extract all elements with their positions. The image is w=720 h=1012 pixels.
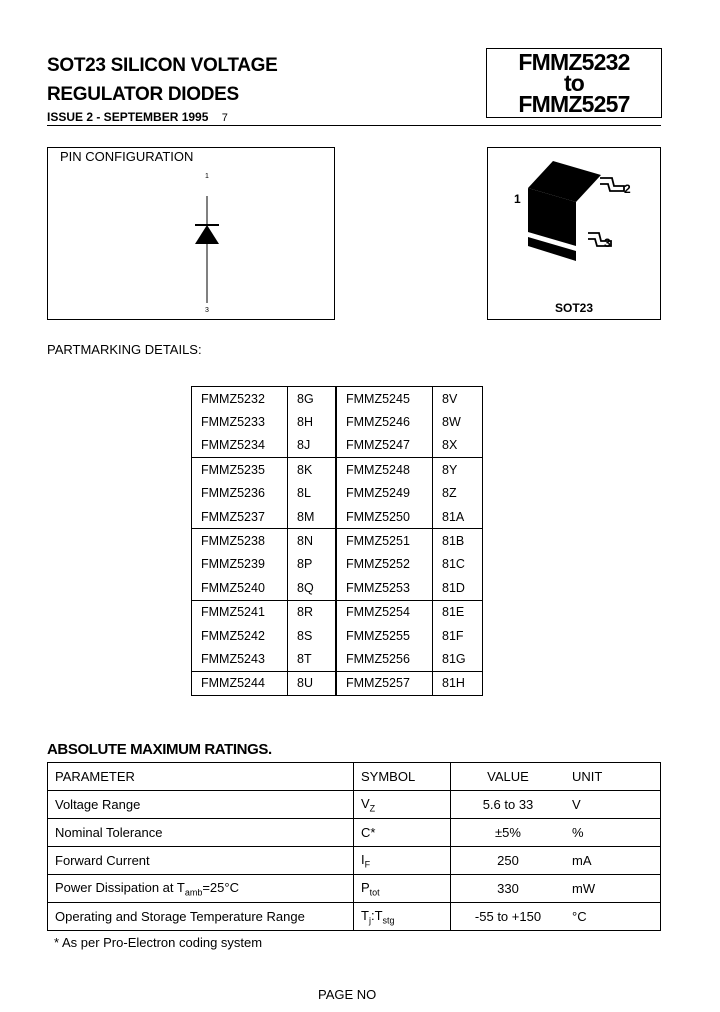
part-number-cell: FMMZ5234 <box>192 434 288 458</box>
footnote: * As per Pro-Electron coding system <box>54 935 263 950</box>
value-cell: 5.6 to 33 <box>451 791 566 819</box>
table-row <box>192 458 483 482</box>
table-row <box>48 847 661 875</box>
part-number-cell: FMMZ5240 <box>192 576 288 600</box>
table-row <box>192 482 483 505</box>
part-number-cell: FMMZ5243 <box>192 647 288 671</box>
part-number-cell: FMMZ5249 <box>336 482 433 505</box>
marking-cell: 8X <box>433 434 483 458</box>
symbol-cell: $P_{tot}$ <box>354 875 451 903</box>
part-number-cell: FMMZ5237 <box>192 505 288 529</box>
marking-cell: 81E <box>433 600 483 624</box>
issue-number: 7 <box>221 112 228 124</box>
param-cell: Power Dissipation at $T_{amb}=25^\circ C$ <box>48 875 354 903</box>
part-number-cell: FMMZ5242 <box>192 624 288 647</box>
marking-cell: 8Y <box>433 458 483 482</box>
pin-top-label: 1 <box>205 173 209 180</box>
marking-cell: 8L <box>288 482 337 505</box>
pin-configuration-label: PIN CONFIGURATION <box>60 149 194 164</box>
part-number-cell: FMMZ5244 <box>192 671 288 695</box>
table-row <box>192 671 483 695</box>
marking-cell: 8M <box>288 505 337 529</box>
part-number-cell: FMMZ5252 <box>336 553 433 576</box>
table-row <box>192 529 483 553</box>
part-range-to: FMMZ5257 <box>518 91 630 117</box>
value-cell: 250 <box>451 847 566 875</box>
zener-diode-symbol <box>48 148 336 321</box>
marking-cell: 81D <box>433 576 483 600</box>
table-row <box>192 576 483 600</box>
marking-cell: 81C <box>433 553 483 576</box>
package-pin-2-label: 2 <box>624 182 631 196</box>
value-cell: -55 to +150 <box>451 903 566 931</box>
table-row <box>192 647 483 671</box>
unit-cell: mA <box>565 847 661 875</box>
column-header-value: VALUE <box>451 763 566 791</box>
partmarking-table <box>191 386 483 696</box>
part-number-cell: FMMZ5245 <box>336 387 433 411</box>
unit-cell: V <box>565 791 661 819</box>
issue-text: ISSUE 2 - SEPTEMBER 1995 <box>47 110 209 124</box>
marking-cell: 8W <box>433 410 483 433</box>
marking-cell: 8Z <box>433 482 483 505</box>
marking-cell: 81A <box>433 505 483 529</box>
part-number-cell: FMMZ5254 <box>336 600 433 624</box>
part-number-cell: FMMZ5233 <box>192 410 288 433</box>
package-pin-3-label: 3 <box>604 236 611 250</box>
marking-cell: 8P <box>288 553 337 576</box>
sot23-package-icon <box>488 148 662 321</box>
package-pin-1-label: 1 <box>514 192 521 206</box>
page-number: PAGE NO <box>318 987 377 1002</box>
marking-cell: 8J <box>288 434 337 458</box>
param-cell: Forward Current <box>48 847 354 875</box>
marking-cell: 8T <box>288 647 337 671</box>
part-number-cell: FMMZ5253 <box>336 576 433 600</box>
part-number-cell: FMMZ5236 <box>192 482 288 505</box>
part-range-box <box>486 48 662 118</box>
table-row <box>192 624 483 647</box>
part-number-cell: FMMZ5232 <box>192 387 288 411</box>
table-row <box>48 875 661 903</box>
marking-cell: 8R <box>288 600 337 624</box>
part-number-cell: FMMZ5255 <box>336 624 433 647</box>
partmarking-heading: PARTMARKING DETAILS: <box>47 342 202 357</box>
ratings-table <box>47 762 661 931</box>
table-row <box>48 819 661 847</box>
table-row <box>192 434 483 458</box>
title-line-1: SOT23 SILICON VOLTAGE <box>47 55 278 76</box>
symbol-cell: $I_F$ <box>354 847 451 875</box>
package-panel <box>487 147 661 320</box>
marking-cell: 8G <box>288 387 337 411</box>
param-cell: Nominal Tolerance <box>48 819 354 847</box>
marking-cell: 8U <box>288 671 337 695</box>
marking-cell: 8K <box>288 458 337 482</box>
marking-cell: 8S <box>288 624 337 647</box>
package-name: SOT23 <box>554 301 593 315</box>
pin-configuration-panel <box>47 147 335 320</box>
symbol-cell: $V_Z$ <box>354 791 451 819</box>
part-number-cell: FMMZ5235 <box>192 458 288 482</box>
table-row <box>192 505 483 529</box>
part-number-cell: FMMZ5251 <box>336 529 433 553</box>
column-header-unit: UNIT <box>565 763 661 791</box>
unit-cell: °C <box>565 903 661 931</box>
table-row <box>48 791 661 819</box>
param-cell: Voltage Range <box>48 791 354 819</box>
title-line-2: REGULATOR DIODES <box>47 84 239 105</box>
part-number-cell: FMMZ5238 <box>192 529 288 553</box>
table-row <box>192 600 483 624</box>
part-number-cell: FMMZ5247 <box>336 434 433 458</box>
pin-bottom-label: 3 <box>205 307 209 314</box>
value-cell: 330 <box>451 875 566 903</box>
column-header-symbol: SYMBOL <box>354 763 451 791</box>
part-number-cell: FMMZ5241 <box>192 600 288 624</box>
marking-cell: 81G <box>433 647 483 671</box>
value-cell: ±5% <box>451 819 566 847</box>
marking-cell: 8V <box>433 387 483 411</box>
column-header-parameter: PARAMETER <box>48 763 354 791</box>
unit-cell: % <box>565 819 661 847</box>
part-range-to-word: to <box>563 70 585 96</box>
part-number-cell: FMMZ5256 <box>336 647 433 671</box>
marking-cell: 81B <box>433 529 483 553</box>
ratings-header-row <box>48 763 661 791</box>
ratings-heading: ABSOLUTE MAXIMUM RATINGS. <box>47 741 272 758</box>
marking-cell: 81H <box>433 671 483 695</box>
part-number-cell: FMMZ5248 <box>336 458 433 482</box>
header-rule <box>47 125 661 126</box>
part-range-from: FMMZ5232 <box>518 49 630 75</box>
marking-cell: 8Q <box>288 576 337 600</box>
part-number-cell: FMMZ5239 <box>192 553 288 576</box>
part-number-cell: FMMZ5257 <box>336 671 433 695</box>
marking-cell: 8H <box>288 410 337 433</box>
symbol-cell: C* <box>354 819 451 847</box>
page-title <box>47 54 278 106</box>
part-number-cell: FMMZ5246 <box>336 410 433 433</box>
issue-line <box>47 110 228 124</box>
marking-cell: 8N <box>288 529 337 553</box>
unit-cell: mW <box>565 875 661 903</box>
table-row <box>192 553 483 576</box>
table-row <box>192 387 483 411</box>
part-number-cell: FMMZ5250 <box>336 505 433 529</box>
table-row <box>192 410 483 433</box>
marking-cell: 81F <box>433 624 483 647</box>
symbol-cell: $T_j:T_{stg}$ <box>354 903 451 931</box>
param-cell: Operating and Storage Temperature Range <box>48 903 354 931</box>
table-row <box>48 903 661 931</box>
